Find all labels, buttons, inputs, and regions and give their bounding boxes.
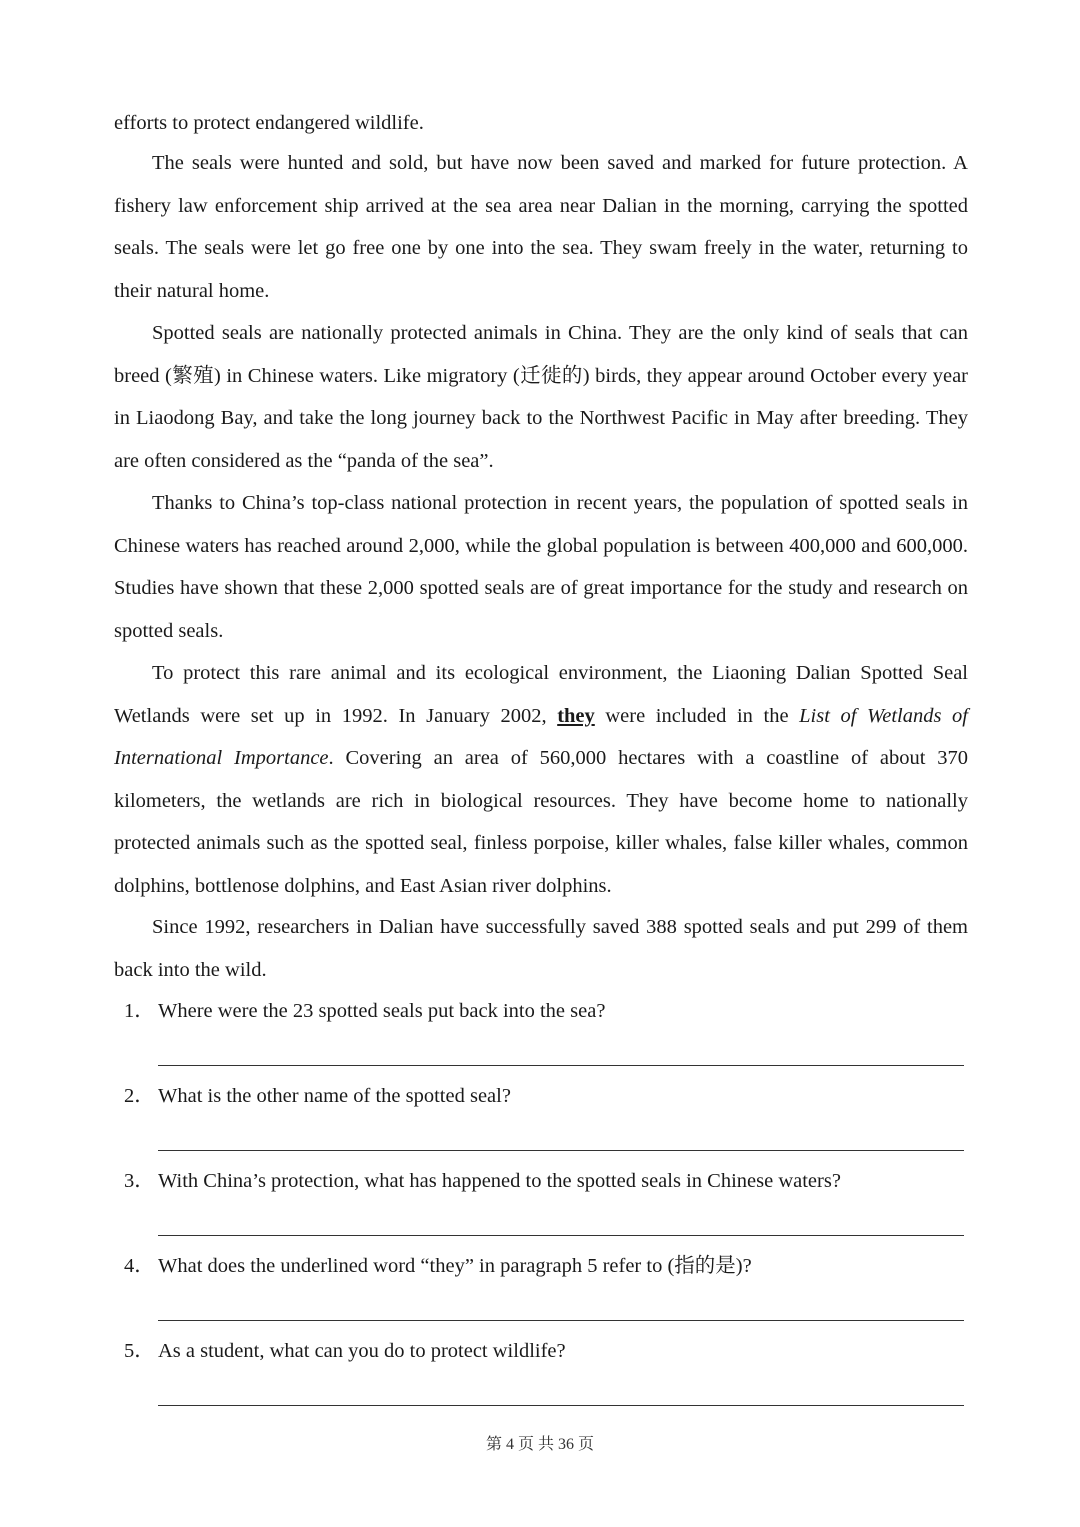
question-text: What is the other name of the spotted seal? — [158, 1085, 511, 1107]
question-2 — [124, 1082, 964, 1110]
question-text: What does the underlined word “they” in paragraph 5 refer to (指的是)? — [158, 1255, 752, 1277]
underlined-word-they: they — [557, 704, 595, 727]
question-number: 1． — [124, 1000, 155, 1022]
passage-paragraph-continued: efforts to protect endangered wildlife. — [114, 112, 424, 134]
answer-line-3[interactable] — [158, 1235, 964, 1236]
question-4 — [124, 1252, 964, 1280]
answer-line-1[interactable] — [158, 1065, 964, 1066]
question-number: 3． — [124, 1170, 155, 1192]
passage-paragraph-4: Thanks to China’s top-class national protection in recent years, the population of spotted seals in Chinese waters has reached around 2,000, while the global population is between 400,000 and 600,000. Studies have shown that these 2,000 spotted seals are of great importance for the study and research on spotted seals. — [114, 492, 968, 642]
question-3 — [124, 1167, 964, 1195]
question-text: With China’s protection, what has happened to the spotted seals in Chinese waters? — [158, 1170, 841, 1192]
question-text: As a student, what can you do to protect wildlife? — [158, 1340, 566, 1362]
passage-paragraph-3: Spotted seals are nationally protected animals in China. They are the only kind of seals that can breed (繁殖) in Chinese waters. Like migratory (迁徙的) birds, they appear around October every year in Liaodong Bay, and take the long journey back to the Northwest Pacific in May after breeding. They are often considered as the “panda of the sea”. — [114, 322, 968, 472]
question-number: 2． — [124, 1085, 155, 1107]
passage-text: To protect this rare animal and its ecological environment, the Liaoning Dalian Spotted Seal Wetlands were set up in 1992. In January 2002, — [114, 662, 968, 727]
passage-text: . Covering an area of 560,000 hectares with a coastline of about 370 kilometers, the wetlands are rich in biological resources. They have become home to nationally protected animals such as the spotted seal, finless porpoise, killer whales, false killer whales, common dolphins, bottlenose dolphins, and East Asian river dolphins. — [114, 747, 968, 897]
question-number: 4． — [124, 1255, 155, 1277]
page-number-footer: 第 4 页 共 36 页 — [485, 1436, 594, 1453]
question-number: 5． — [124, 1340, 155, 1362]
answer-line-5[interactable] — [158, 1405, 964, 1406]
question-text: Where were the 23 spotted seals put back into the sea? — [158, 1000, 606, 1022]
answer-line-2[interactable] — [158, 1150, 964, 1151]
question-5 — [124, 1337, 964, 1365]
italic-title: List of Wetlands of International Importance — [114, 704, 968, 769]
question-1 — [124, 997, 964, 1025]
passage-paragraph-6: Since 1992, researchers in Dalian have successfully saved 388 spotted seals and put 299 of them back into the wild. — [114, 916, 968, 981]
passage-paragraph-2: The seals were hunted and sold, but have now been saved and marked for future protection. A fishery law enforcement ship arrived at the sea area near Dalian in the morning, carrying the spotted seals. The seals were let go free one by one into the sea. They swam freely in the water, returning to their natural home. — [114, 152, 968, 302]
passage-text: were included in the — [594, 704, 800, 727]
answer-line-4[interactable] — [158, 1320, 964, 1321]
passage-paragraph-5 — [114, 652, 968, 907]
